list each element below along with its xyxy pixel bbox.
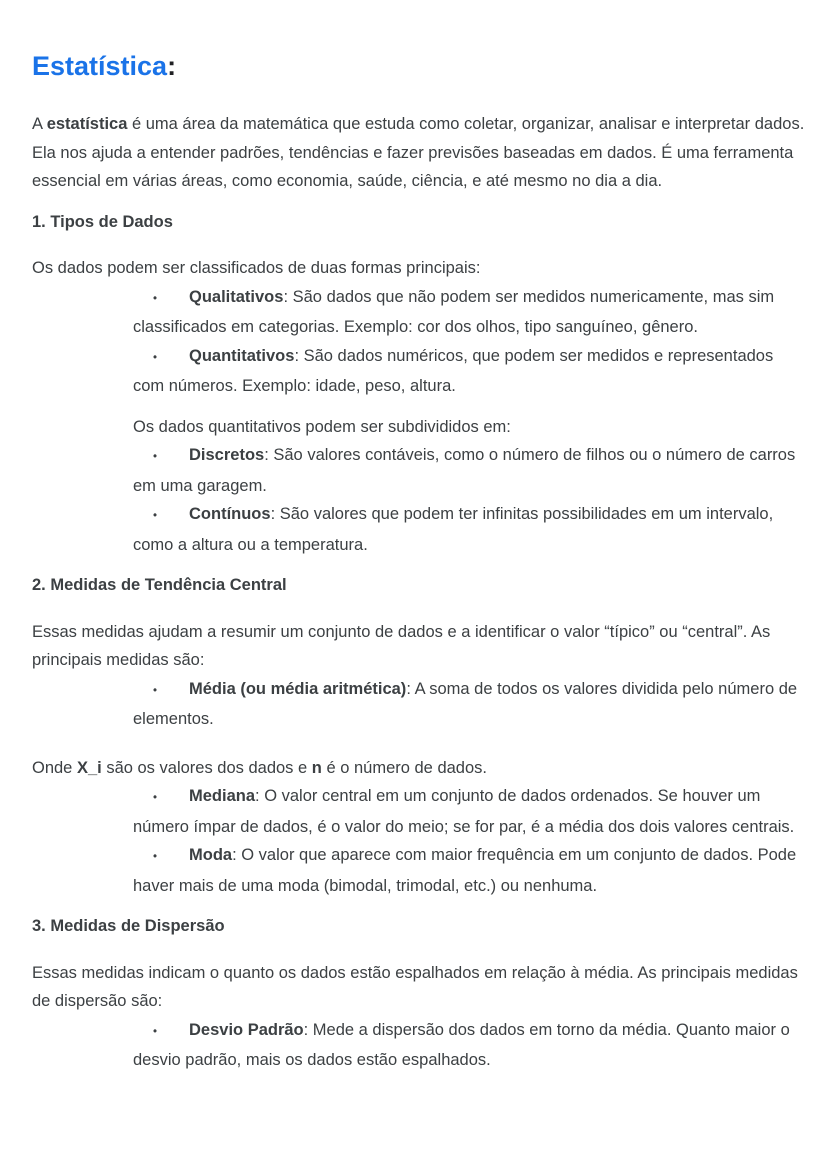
bullet-item bbox=[32, 441, 807, 500]
text-segment: é uma área da matemática que estuda como coletar, organizar, analisar e interpretar dados. Ela nos ajuda a entender padrões, tendências e fazer previsões baseadas em dados. É uma ferramenta essencial em várias áreas, como economia, saúde, ciência, e até mesmo no dia a dia. bbox=[32, 115, 805, 190]
bullet-icon: • bbox=[153, 1025, 158, 1038]
page-title-text: Estatística bbox=[32, 51, 168, 81]
paragraph bbox=[32, 618, 807, 675]
bullet-icon: • bbox=[153, 684, 158, 697]
text-segment: X_i bbox=[76, 758, 102, 777]
bullet-item bbox=[32, 675, 807, 734]
text-segment: Moda bbox=[189, 846, 233, 864]
paragraph bbox=[32, 110, 807, 196]
text-segment: Onde bbox=[32, 758, 77, 777]
bullet-item bbox=[32, 841, 807, 900]
text-segment: : Mede a dispersão dos dados em torno da média. Quanto maior o desvio padrão, mais os dados estão espalhados. bbox=[133, 1020, 790, 1069]
text-segment: : São valores contáveis, como o número de filhos ou o número de carros em uma garagem. bbox=[133, 446, 796, 495]
bullet-item bbox=[32, 283, 807, 342]
bullet-icon: • bbox=[153, 510, 158, 522]
bullet-icon: • bbox=[153, 851, 158, 863]
bullet-item bbox=[32, 342, 807, 401]
text-segment: é o número de dados. bbox=[321, 758, 487, 777]
text-segment: Os dados podem ser classificados de duas formas principais: bbox=[32, 259, 481, 277]
text-segment: Os dados quantitativos podem ser subdivididos em: bbox=[133, 417, 511, 436]
bullet-icon: • bbox=[153, 792, 158, 804]
text-segment: Qualitativos bbox=[189, 287, 284, 306]
bullet-icon: • bbox=[153, 451, 158, 463]
text-segment: A bbox=[32, 115, 47, 133]
page-title bbox=[32, 48, 807, 84]
text-segment: Desvio Padrão bbox=[189, 1020, 304, 1039]
bullet-item bbox=[32, 500, 807, 559]
paragraph bbox=[32, 413, 807, 442]
bullet-icon: • bbox=[153, 351, 158, 364]
text-segment: : São valores que podem ter infinitas possibilidades em um intervalo, como a altura ou a temperatura. bbox=[133, 505, 774, 554]
text-segment: : O valor central em um conjunto de dados ordenados. Se houver um número ímpar de dados, é o valor do meio; se for par, é a média dos dois valores centrais. bbox=[133, 787, 795, 836]
text-segment: Essas medidas indicam o quanto os dados estão espalhados em relação à média. As principais medidas de dispersão são: bbox=[32, 963, 798, 1010]
bullet-item bbox=[32, 782, 807, 841]
bullet-item bbox=[32, 1016, 807, 1075]
section-heading bbox=[32, 208, 807, 237]
section-heading bbox=[32, 571, 807, 600]
paragraph bbox=[32, 959, 807, 1016]
paragraph bbox=[32, 254, 807, 283]
text-segment: 3. Medidas de Dispersão bbox=[32, 917, 225, 935]
text-segment: : São dados que não podem ser medidos numericamente, mas sim classificados em categorias. Exemplo: cor dos olhos, tipo sanguíneo, gênero. bbox=[133, 287, 775, 336]
text-segment: são os valores dos dados e bbox=[101, 758, 312, 777]
text-segment: Contínuos bbox=[189, 505, 271, 523]
text-segment: Discretos bbox=[189, 446, 265, 464]
text-segment: Média (ou média aritmética) bbox=[189, 679, 407, 698]
text-segment: Essas medidas ajudam a resumir um conjunto de dados e a identificar o valor “típico” ou “central”. As principais medidas são: bbox=[32, 622, 771, 669]
text-segment: Quantitativos bbox=[189, 346, 295, 365]
text-segment: Mediana bbox=[189, 787, 256, 805]
text-segment: n bbox=[311, 758, 322, 777]
text-segment: : O valor que aparece com maior frequência em um conjunto de dados. Pode haver mais de uma moda (bimodal, trimodal, etc.) ou nenhuma. bbox=[133, 846, 797, 895]
document-blocks bbox=[32, 110, 807, 1075]
paragraph bbox=[32, 754, 807, 783]
text-segment: : São dados numéricos, que podem ser medidos e representados com números. Exemplo: idade, peso, altura. bbox=[133, 346, 774, 395]
text-segment: : A soma de todos os valores dividida pelo número de elementos. bbox=[133, 679, 798, 728]
text-segment: 2. Medidas de Tendência Central bbox=[32, 576, 287, 594]
text-segment: 1. Tipos de Dados bbox=[32, 212, 173, 231]
section-heading bbox=[32, 912, 807, 941]
page-title-colon: : bbox=[167, 51, 177, 81]
text-segment: estatística bbox=[46, 115, 128, 133]
bullet-icon: • bbox=[153, 292, 158, 305]
